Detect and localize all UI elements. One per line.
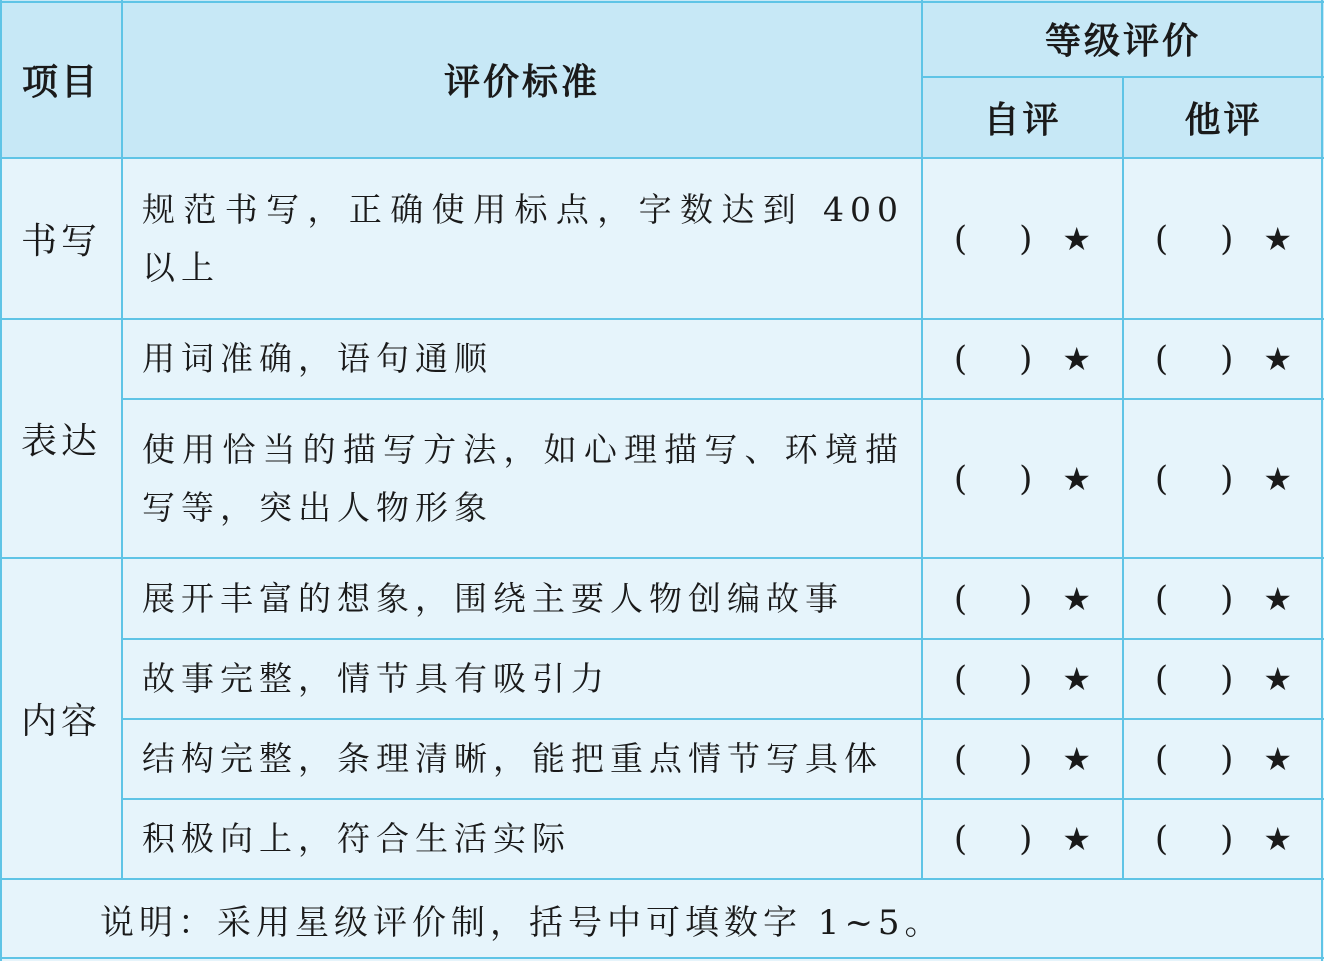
rating-self-cell[interactable] <box>922 558 1123 639</box>
close-paren: ) <box>1019 578 1033 619</box>
criteria-text: 使用恰当的描写方法，如心理描写、环境描写等，突出人物形象 <box>142 429 904 527</box>
star-icon: ★ <box>1263 219 1293 258</box>
rating-peer-cell[interactable] <box>1123 719 1324 799</box>
star-icon: ★ <box>1263 820 1293 858</box>
rating-peer-cell[interactable] <box>1123 799 1324 879</box>
close-paren: ) <box>1019 659 1033 699</box>
open-paren: ( <box>953 739 968 779</box>
criteria-cell <box>122 719 922 799</box>
rating-self-cell[interactable] <box>922 158 1123 319</box>
header-self-eval: 自评 <box>983 100 1062 141</box>
open-paren: ( <box>953 659 968 699</box>
open-paren: ( <box>1154 739 1169 779</box>
criteria-text: 故事完整，情节具有吸引力 <box>142 659 610 698</box>
close-paren: ) <box>1019 739 1033 779</box>
star-icon: ★ <box>1062 660 1092 698</box>
criteria-cell <box>122 399 922 558</box>
open-paren: ( <box>1154 659 1169 699</box>
open-paren: ( <box>953 218 968 259</box>
rating-self-cell[interactable] <box>922 719 1123 799</box>
star-icon: ★ <box>1062 459 1092 498</box>
rating-peer-cell[interactable] <box>1123 399 1324 558</box>
header-criteria: 评价标准 <box>443 61 600 103</box>
star-icon: ★ <box>1263 459 1293 498</box>
close-paren: ) <box>1019 339 1033 379</box>
criteria-text: 积极向上，符合生活实际 <box>142 819 571 858</box>
note-text: 说明：采用星级评价制，括号中可填数字 1~5。 <box>100 902 944 943</box>
star-icon: ★ <box>1062 340 1092 378</box>
criteria-cell <box>122 799 922 879</box>
close-paren: ) <box>1019 819 1033 859</box>
rating-self-cell[interactable] <box>922 639 1123 719</box>
open-paren: ( <box>1154 339 1169 379</box>
star-icon: ★ <box>1062 579 1092 618</box>
rating-self-cell[interactable] <box>922 799 1123 879</box>
star-icon: ★ <box>1062 219 1092 258</box>
criteria-text: 结构完整，条理清晰，能把重点情节写具体 <box>142 739 883 778</box>
rating-peer-cell[interactable] <box>1123 319 1324 399</box>
header-grade: 等级评价 <box>1044 21 1201 62</box>
item-content: 内容 <box>20 701 101 742</box>
star-icon: ★ <box>1263 660 1293 698</box>
criteria-text: 用词准确，语句通顺 <box>142 339 493 378</box>
star-icon: ★ <box>1062 740 1092 778</box>
close-paren: ) <box>1220 339 1234 379</box>
open-paren: ( <box>1154 819 1169 859</box>
close-paren: ) <box>1019 458 1033 499</box>
open-paren: ( <box>953 458 968 499</box>
header-item: 项目 <box>21 61 100 103</box>
star-icon: ★ <box>1062 820 1092 858</box>
open-paren: ( <box>1154 218 1169 259</box>
criteria-text: 展开丰富的想象，围绕主要人物创编故事 <box>142 578 844 618</box>
open-paren: ( <box>953 819 968 859</box>
rating-self-cell[interactable] <box>922 319 1123 399</box>
close-paren: ) <box>1220 659 1234 699</box>
open-paren: ( <box>1154 578 1169 619</box>
star-icon: ★ <box>1263 340 1293 378</box>
star-icon: ★ <box>1263 740 1293 778</box>
rating-peer-cell[interactable] <box>1123 558 1324 639</box>
close-paren: ) <box>1220 578 1234 619</box>
rating-peer-cell[interactable] <box>1123 158 1324 319</box>
criteria-cell <box>122 319 922 399</box>
rating-peer-cell[interactable] <box>1123 639 1324 719</box>
star-icon: ★ <box>1263 579 1293 618</box>
open-paren: ( <box>953 578 968 619</box>
header-peer-eval: 他评 <box>1184 100 1263 141</box>
item-writing: 书写 <box>20 221 101 262</box>
close-paren: ) <box>1019 218 1033 259</box>
close-paren: ) <box>1220 739 1234 779</box>
item-expression: 表达 <box>20 421 101 462</box>
criteria-text: 规范书写，正确使用标点，字数达到 400 以上 <box>142 189 904 287</box>
rating-self-cell[interactable] <box>922 399 1123 558</box>
criteria-cell <box>122 558 922 639</box>
close-paren: ) <box>1220 819 1234 859</box>
criteria-cell <box>122 158 922 319</box>
criteria-cell <box>122 639 922 719</box>
close-paren: ) <box>1220 458 1234 499</box>
open-paren: ( <box>1154 458 1169 499</box>
open-paren: ( <box>953 339 968 379</box>
close-paren: ) <box>1220 218 1234 259</box>
